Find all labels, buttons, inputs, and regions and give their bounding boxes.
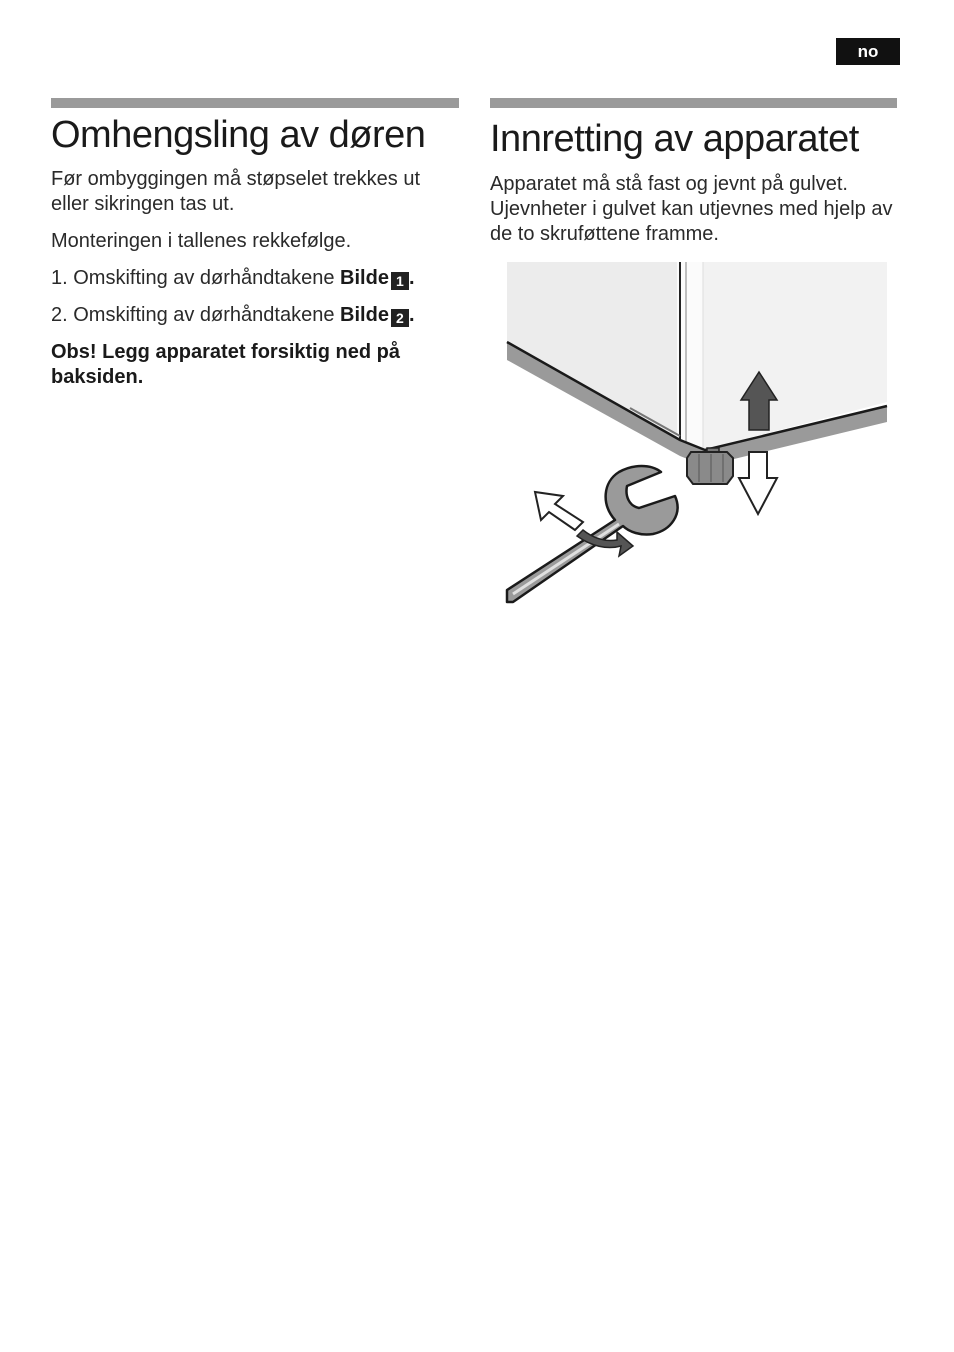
section-rule-left [51, 98, 459, 108]
figure-number-1: 1 [391, 272, 409, 290]
paragraph-unplug: Før ombyggingen må støpselet trekkes ut eller sikringen tas ut. [51, 168, 421, 215]
heading-levelling: Innretting av apparatet [490, 118, 859, 160]
heading-door-reversal: Omhengsling av døren [51, 114, 426, 156]
step-1-figure-ref: Bilde [340, 267, 389, 289]
appliance-side-panel [507, 262, 677, 438]
language-badge: no [836, 38, 900, 65]
arrow-down-icon [739, 452, 777, 514]
levelling-text [490, 172, 910, 259]
step-1: 1. Omskifting av dørhåndtakene Bilde 1 . [51, 267, 415, 289]
step-2: 2. Omskifting av dørhåndtakene Bilde 2 . [51, 304, 415, 326]
levelling-foot-icon [687, 452, 733, 484]
door-reversal-text [51, 167, 461, 402]
step-1-text: 1. Omskifting av dørhåndtakene [51, 267, 335, 289]
rotate-arrow-outline-icon [535, 492, 583, 530]
step-2-text: 2. Omskifting av dørhåndtakene [51, 304, 335, 326]
paragraph-levelling: Apparatet må stå fast og jevnt på gulvet. Ujevnheter i gulvet kan utjevnes med hjelp av de to skruføttene framme. [490, 173, 893, 245]
step-2-figure-ref: Bilde [340, 304, 389, 326]
levelling-illustration [505, 260, 889, 605]
figure-number-2: 2 [391, 309, 409, 327]
warning-note: Obs! Legg apparatet forsiktig ned på baksiden. [51, 341, 400, 388]
section-rule-right [490, 98, 897, 108]
paragraph-order: Monteringen i tallenes rekkefølge. [51, 230, 352, 252]
